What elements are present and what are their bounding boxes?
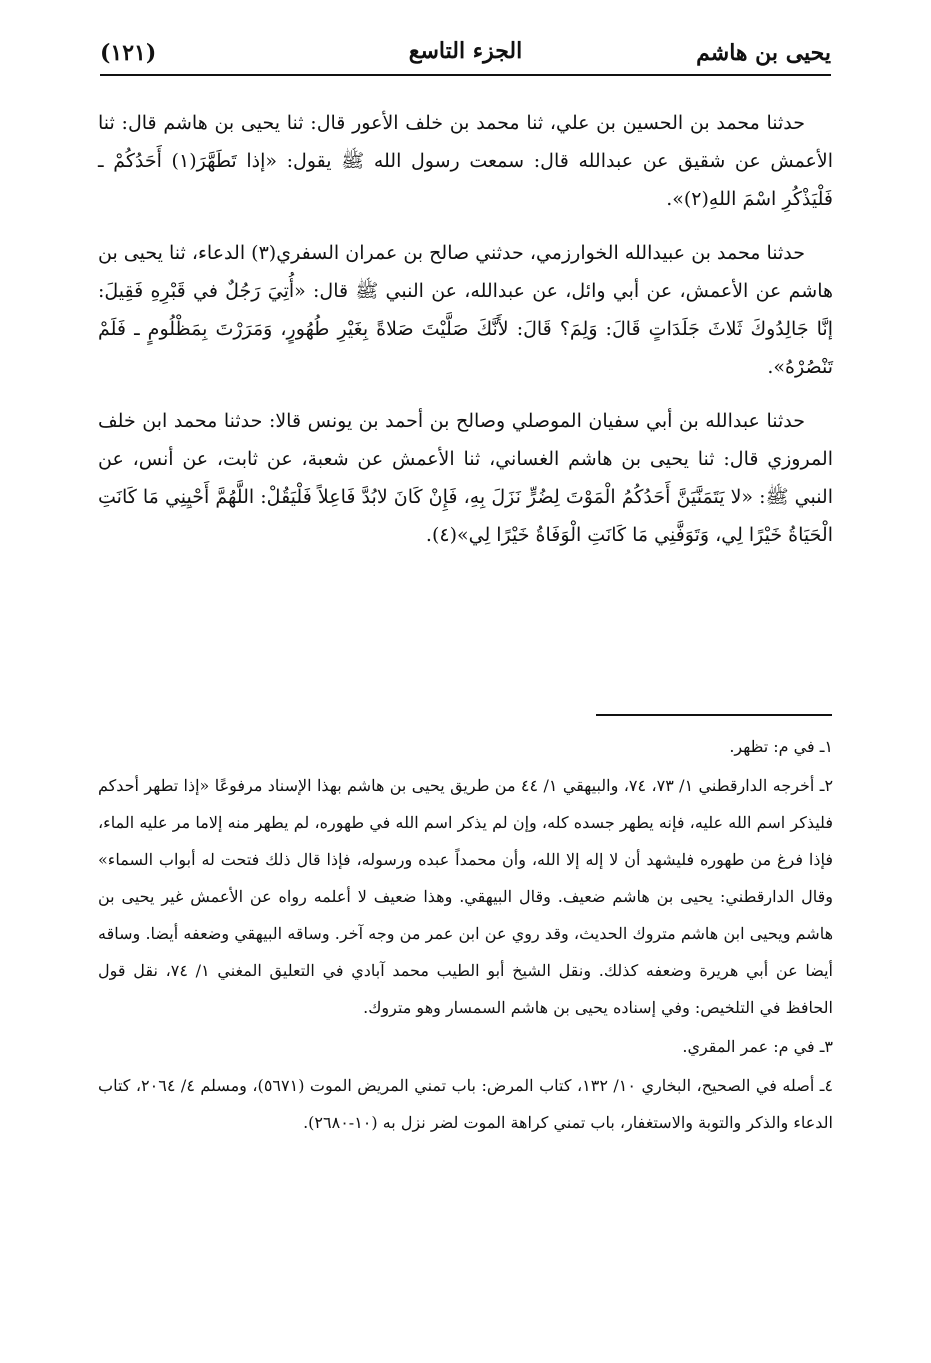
header-divider <box>100 74 831 76</box>
footnote: ١ـ في م: تظهر. <box>729 737 833 756</box>
header-volume-title: الجزء التاسع <box>408 38 523 64</box>
footnote-divider <box>596 714 832 716</box>
main-text <box>98 104 833 568</box>
footnotes <box>98 728 833 1143</box>
footnote: ٢ـ أخرجه الدارقطني ١/ ٧٣، ٧٤، والبيهقي ١/ ٤٤ من طريق يحيى بن هاشم بهذا الإسناد مرفوعًا «إذا تطهر أحدكم فليذكر اسم الله عليه، فإنه يطهر جسده كله، وإن لم يذكر اسم الله في طهوره، لم يطهر منه إلاما مر عليه الماء، فإذا فرغ من طهوره فليشهد أن لا إله إلا الله، وأن محمداً عبده ورسوله، فإذا قال ذلك فتحت له أبواب السماء» وقال الدارقطني: يحيى بن هاشم ضعيف. وقال البيهقي. وهذا ضعيف لا أعلمه رواه عن الأعمش غير يحيى بن هاشم ويحيى ابن هاشم متروك الحديث، وقد روي عن ابن عمر من وجه آخر. وساقه البيهقي وضعفه أيضا. وساقه أيضا عن أبي هريرة وضعفه كذلك. ونقل الشيخ أبو الطيب محمد آبادي في التعليق المغني ١/ ٧٤، نقل قول الحافظ في التلخيص: وفي إسناده يحيى بن هاشم السمسار وهو متروك. <box>98 776 834 1017</box>
hadith-paragraph: حدثنا محمد بن عبيدالله الخوارزمي، حدثني صالح بن عمران السفري(٣) الدعاء، ثنا يحيى بن هاشم عن الأعمش، عن أبي وائل، عن عبدالله، عن النبي ﷺ قال: «أُتِيَ رَجُلٌ في قَبْرِهِ فَقِيلَ: إنَّا جَالِدُوكَ ثَلاثَ جَلَدَاتٍ قَالَ: وَلِمَ؟ قَالَ: لأَنَّكَ صَلَّيْتَ صَلاةً بِغَيْرِ طُهُورٍ، وَمَرَرْتَ بِمَظْلُومٍ ـ فَلَمْ تَنْصُرْهُ». <box>98 242 833 378</box>
footnote: ٣ـ في م: عمر المقري. <box>682 1037 833 1056</box>
hadith-paragraph: حدثنا عبدالله بن أبي سفيان الموصلي وصالح بن أحمد بن يونس قالا: حدثنا محمد ابن خلف المروزي قال: ثنا يحيى بن هاشم الغساني، ثنا الأعمش عن شعبة، عن ثابت، عن أنس، عن النبي ﷺ: «لا يَتَمَنَّيَنَّ أَحَدُكُمُ الْمَوْتَ لِضُرٍّ نَزَلَ بِهِ، فَإِنْ كَانَ لابُدَّ فَاعِلاً فَلْيَقُلْ: اللَّهُمَّ أَحْيِنِي مَا كَانَتِ الْحَيَاةُ خَيْرًا لِي، وَتَوَفَّنِي مَا كَانَتِ الْوَفَاةُ خَيْرًا لِي»(٤). <box>98 410 833 546</box>
footnote: ٤ـ أصله في الصحيح، البخاري ١٠/ ١٣٢، كتاب المرض: باب تمني المريض الموت (٥٦٧١)، ومسلم ٤/ ٢٠٦٤، كتاب الدعاء والذكر والتوبة والاستغفار، باب تمني كراهة الموت لضر نزل به (١٠-٢٦٨٠). <box>98 1076 834 1132</box>
hadith-paragraph: حدثنا محمد بن الحسين بن علي، ثنا محمد بن خلف الأعور قال: ثنا يحيى بن هاشم قال: ثنا الأعمش عن شقيق عن عبدالله قال: سمعت رسول الله ﷺ يقول: «إذا تَطَهَّرَ(١) أَحَدُكُمْ ـ فَلْيَذْكُرِ اسْمَ اللهِ(٢)». <box>98 112 834 210</box>
header-author-name: يحيى بن هاشم <box>696 40 831 66</box>
header-page-number: (١٢١) <box>100 40 157 66</box>
running-header <box>100 38 831 74</box>
